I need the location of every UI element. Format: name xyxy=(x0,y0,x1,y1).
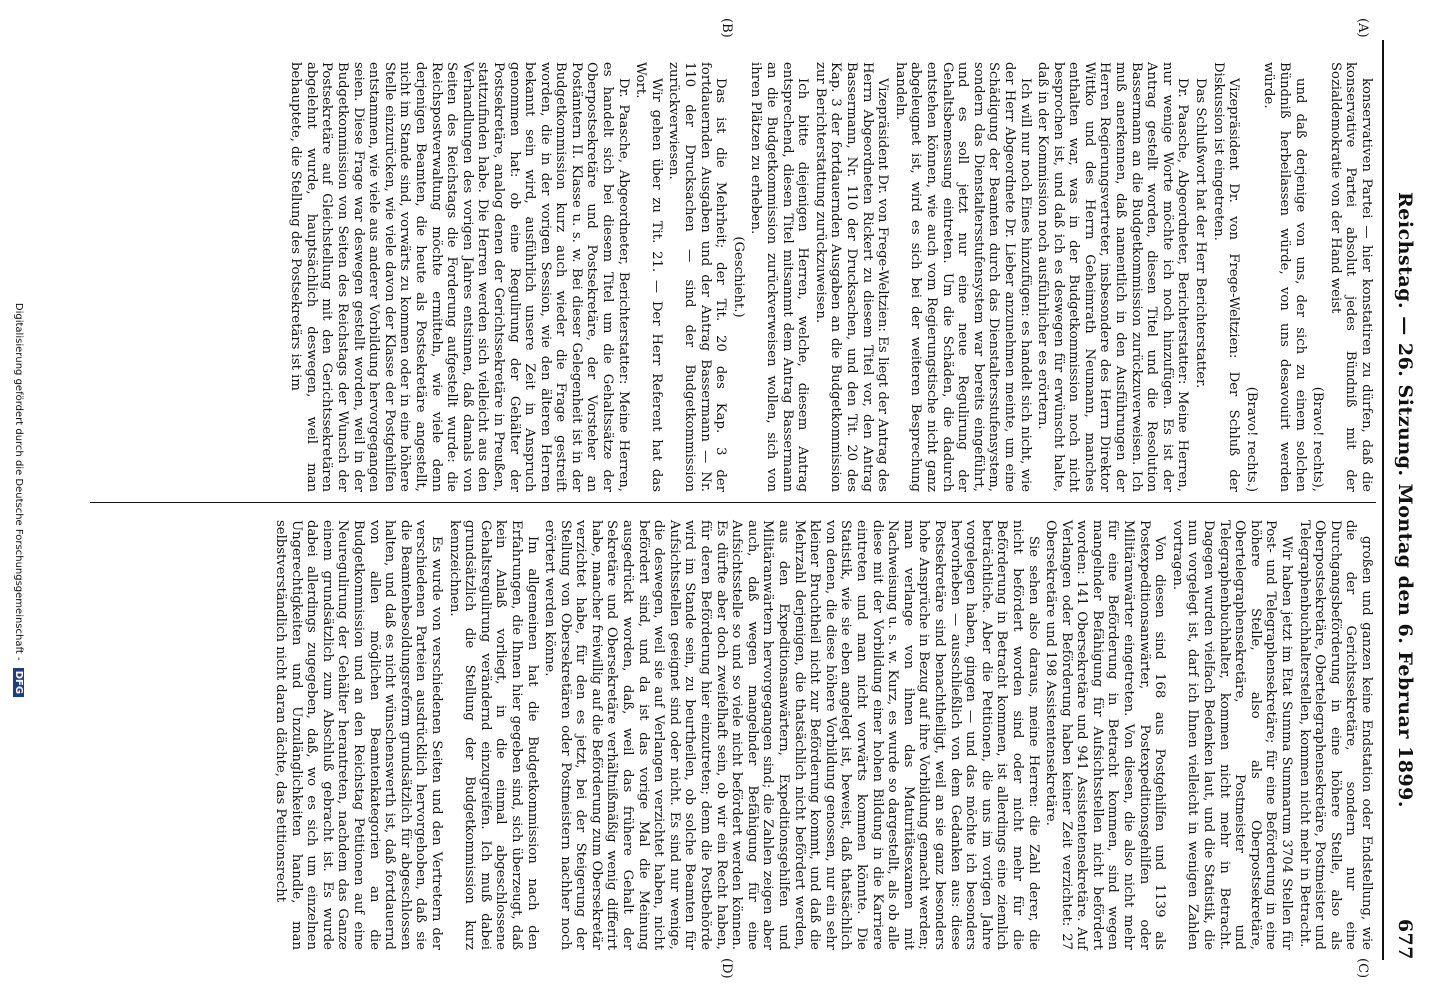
paragraph: großen und ganzen keine Endstation oder Endstellung, wie die der Gerichtssekretäre, sondern nur eine Durchgangsbeförderung in eine höhere Stelle, also als Oberpostsekretäre, Obertelegraphensekretäre, Postmeister und Telegraphenbuchhalterstellen, kommen nicht mehr in Betracht. xyxy=(1296,520,1374,950)
paragraph: Das ist die Mehrheit; der Tit. 20 des Kap. 3 der fortdauernden Ausgaben und der Antrag Bassermann — Nr. 110 der Drucksachen — sind der Budgetkommission zurückverwiesen. xyxy=(666,62,729,492)
paragraph: Ich will nur noch Eines hinzufügen: es handelt sich nicht, wie der Herr Abgeordnete Dr. Lieber anzunehmen meinte, um eine Schädigung der Beamten durch das Dienstaltersstufensystem, sondern das Dienstaltersstufensystem war bereits eingeführt, und es soll jetzt nur eine neue Regulirung der Gehaltsbemessung eintreten. Um die Schäden, die dadurch entstehen können, wie auch vom Regierungstische nicht ganz abgeleugnet ist, wird es sich bei der weiteren Besprechung handeln. xyxy=(892,62,1033,492)
margin-marker-d: (D) xyxy=(719,958,734,979)
column-divider xyxy=(90,502,1376,503)
margin-marker-b: (B) xyxy=(719,18,734,38)
credit-text: Digitalisierung gefördert durch die Deutsche Forschungsgemeinschaft - xyxy=(13,302,24,661)
interjection: (Bravo! rechts), xyxy=(1310,386,1326,492)
paragraph: Sie sehen also daraus, meine Herren: die Zahl derer, die nicht befördert worden sind oder nicht mehr für die Beförderung in Betracht kommen, ist allerdings eine ziemlich beträchtliche. Aber die Petitionen, die uns im vorigen Jahre vorgelegen haben, gingen — und das möchte ich besonders hervorheben — ausschließlich von dem Gedanken aus: diese Postsekretäre sind benachtheiligt, weil an sie ganz besonders hohe Ansprüche in Bezug auf ihre Vorbildung gemacht werden; man verlange von ihnen das Maturitätsexamen mit Nachweisung u. s. w. Kurz, es wurde so dargestellt, als ob alle diese mit der Vorbildung einer hohen Bildung in die Karriere eintreten und man nicht vorwärts kommen könnte. Die Statistik, wie sie eben angelegt ist, beweist, daß thatsächlich von denen, die diese höhere Vorbildung genossen, nur ein sehr kleiner Bruchtheil nicht zur Beförderung kommt, und daß die Mehrzahl derjenigen, die thatsächlich nicht befördert werden, aus den Expeditionsanwärtern, Expeditionsgehilfen und Militäranwärtern hervorgegangen sind; die Zahlen zeigen aber auch, daß wegen mangelnder Befähigung für eine Aufsichtsstelle so und so viele nicht befördert werden können. Es dürfte aber doch zweifelhaft sein, ob wir ein Recht haben, für deren Beförderung hier einzutreten; denn die Postbehörde wird im Stande sein, zu beurtheilen, ob solche Beamten für Aufsichtsstellen geeignet sind oder nicht. Es sind nur wenige, die deswegen, weil sie auf Verlangen verzichtet haben, nicht befördert sind, und da ist das vorige Mal die Meinung ausgedrückt worden, daß, weil das frühere Gehalt der Sekretäre und Obersekretäre verhältnißmäßig wenig differirt habe, mancher freiwillig auf die Beförderung zum Obersekretär verzichtet habe, für den es jetzt, bei der Steigerung der Stellung von Obersekretären oder Postmeistern nachher noch erörtert werden könne. xyxy=(542,520,1041,950)
paragraph: Vizepräsident Dr. von Frege-Weltzien: Der Schluß der Diskussion ist eingetreten. xyxy=(1210,62,1242,492)
right-column xyxy=(270,520,1374,950)
dfg-logo: DFG xyxy=(13,668,24,697)
paragraph: Vizepräsident Dr. von Frege-Weltzien: Es liegt der Antrag des Herrn Abgeordneten Rickert zu diesem Titel vor, den Antrag Bassermann, Nr. 110 der Drucksachen, und den Tit. 20 des Kap. 3 der fortdauernden Ausgaben an die Budgetkommission zur Berichterstattung zurückzuweisen. xyxy=(812,62,891,492)
paragraph: Ich bitte diejenigen Herren, welche, diesem Antrag entsprechend, diesen Titel mitsammt dem Antrag Bassermann an die Budgetkommission zurückverweisen wollen, sich von ihren Plätzen zu erheben. xyxy=(748,62,811,492)
header-rule xyxy=(1382,40,1384,960)
paragraph: Von diesen sind 168 aus Postgehilfen und 1139 als Postexpeditionsanwärter, Postexpeditionsgehilfen oder Militäranwärter eingetreten. Von diesen, die also nicht mehr für eine Beförderung in Betracht kommen, sind wegen mangelnder Befähigung für Aufsichtsstellen nicht befördert worden: 141 Obersekretäre und 941 Assistentensekretäre. Auf Verlangen oder Beförderung haben keiner Zeit verzichtet: 27 Obersekretäre und 198 Assistentensekretäre. xyxy=(1043,520,1168,950)
paragraph: konservativen Partei — hier konstatiren zu dürfen, daß die konservative Partei absolut jedes Bündniß mit der Sozialdemokratie von der Hand weist xyxy=(1327,62,1374,492)
paragraph: Dr. Paasche, Abgeordneter, Berichterstatter: Meine Herren, es handelt sich bei diesem Titel um die Gehaltssätze der Oberpostsekretäre und Postsekretäre, der Vorsteher an Postämtern II. Klasse u. s. w. Bei dieser Gelegenheit ist in der Budgetkommission kurz auch wieder die Frage gestreift worden, die in der vorigen Session, wie den älteren Herren bekannt sein wird, ausführlich unsere Zeit in Anspruch genommen hat: ob eine Regulirung der Gehälter der Postsekretäre, analog denen der Gerichtssekretäre in Preußen, stattzufinden habe. Die Herren werden sich vielleicht aus den Verhandlungen des vorigen Jahres entsinnen, daß damals von Seiten des Reichstags die Forderung aufgestellt wurde: die Reichspostverwaltung möchte ermitteln, wie viele denn derjenigen Beamten, die heute als Postsekretäre angestellt, nicht im Stande sind, vorwärts zu kommen oder in eine höhere Stelle einzurücken, wie viele davon der Klasse der Postgehilfen entstammen, wie viele aus anderer Vorbildung hervorgegangen seien. Diese Frage war deswegen gestellt worden, weil in der Budgetkommission von Seiten des Reichstags der Wunsch der Postsekretäre auf Gleichstellung mit den Gerichtssekretären abgelehnt wurde, hauptsächlich deswegen, weil man behauptete, die Stellung des Postsekretärs ist im xyxy=(288,62,631,492)
interjection: (Geschieht.) xyxy=(730,236,746,318)
paragraph: Wir haben jetzt im Etat Summa Summarum 3704 Stellen für Post- und Telegraphensekretäre; für eine Beförderung in eine höhere Stelle, also als Oberpostsekretäre, Obertelegraphensekretäre, Postmeister und Telegraphenbuchhalter, kommen nicht mehr in Betracht. Dagegen wurden vielfach Bedenken laut, und die Statistik, die nun vorgelegt ist, darf ich Ihnen vielleicht in wenigen Zahlen vortragen. xyxy=(1169,520,1295,950)
margin-marker-c: (C) xyxy=(1355,958,1370,979)
page-header xyxy=(1390,40,1416,960)
margin-marker-a: (A) xyxy=(1355,18,1370,38)
digitization-credit xyxy=(13,0,24,1000)
left-column xyxy=(286,62,1374,492)
page-title: Reichstag. — 26. Sitzung. Montag den 6. Februar 1899. xyxy=(1394,191,1416,809)
paragraph: Es wurde von verschiedenen Seiten und den Vertretern der verschiedenen Parteien ausdrücklich hervorgehoben, daß sie die Beamtenbesoldungsreform grundsätzlich für abgeschlossen halten, und daß es nicht wünschenswerth ist, daß fortdauernd von allen möglichen Beamtenkategorien an die Budgetkommission und an den Reichstag Petitionen auf eine Neuregulirung der Gehälter herantreten, nachdem das Ganze einem grundsätzlich zum Abschluß gebracht ist. Es wurde dabei allerdings zugegeben, daß, wo es sich um einzelnen Ungerechtigkeiten und Unzulänglichkeiten handle, man selbstverständlich nicht daran dächte, das Petitionsrecht xyxy=(273,520,444,950)
paragraph: Dr. Paasche, Abgeordneter, Berichterstatter: Meine Herren, nur wenige Worte möchte ich noch hinzufügen. Es ist der Antrag gestellt worden, diesen Titel und die Resolution Bassermann an die Budgetkommission zurückzuverweisen. Ich muß anerkennen, daß namentlich in den Ausführungen der Herren Regierungsvertreter, insbesondere des Herrn Direktor Wittko und des Herrn Geheimrath Neumann, manches enthalten war, was in der Budgetkommission noch nicht besprochen ist, und daß ich es deswegen für erwünscht halte, daß in der Kommission noch ausführlicher es erörtern. xyxy=(1035,62,1191,492)
paragraph: Im allgemeinen hat die Budgetkommission nach den Erfahrungen, die Ihnen hier gegeben sind, sich überzeugt, daß kein Anlaß vorliegt, in die einmal abgeschlossene Gehaltsregulirung verändernd einzugreifen. Ich muß dabei grundsätzlich die Stellung der Budgetkommission kurz kennzeichnen. xyxy=(446,520,540,950)
interjection: (Bravo! rechts.) xyxy=(1243,386,1259,492)
page-number: 677 xyxy=(1394,918,1416,960)
paragraph: Wir gehen über zu Tit. 21. — Der Herr Referent hat das Wort. xyxy=(633,62,664,492)
paragraph: und daß derjenige von uns, der sich zu einem solchen Bündniß herbeilassen würde, von uns desavouirt werden würde. xyxy=(1261,62,1308,492)
paragraph: Das Schlußwort hat der Herr Berichterstatter. xyxy=(1193,78,1209,389)
